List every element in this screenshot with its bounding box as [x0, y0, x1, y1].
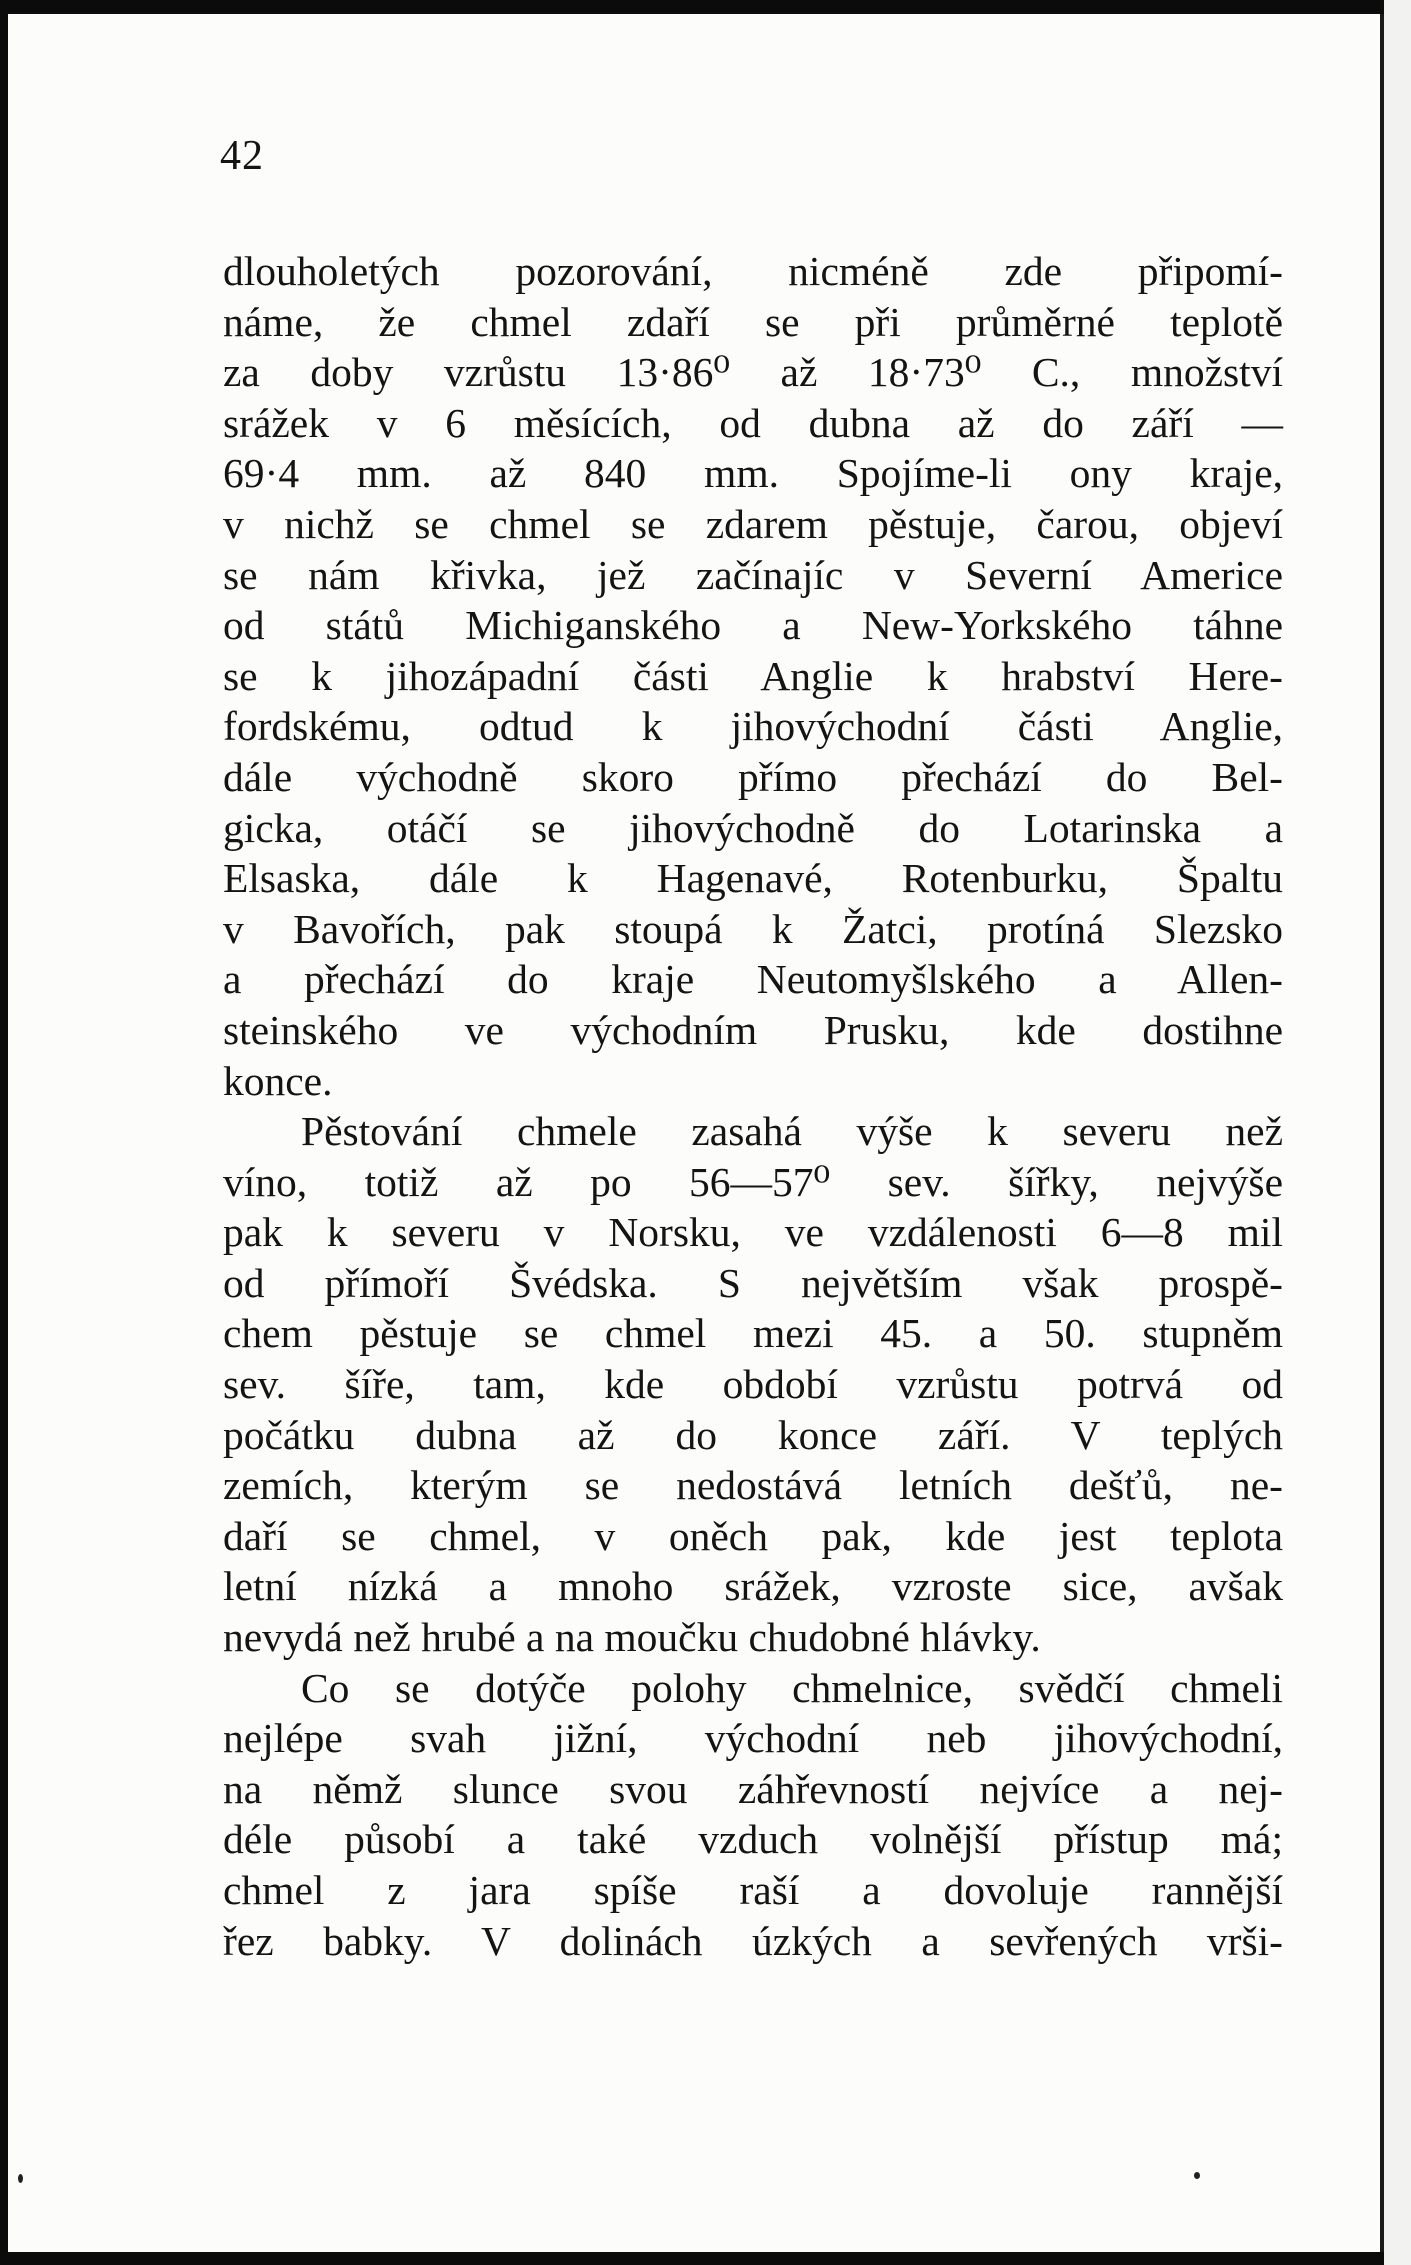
text-line: pak k severu v Norsku, ve vzdálenosti 6—8 mil [223, 1209, 1283, 1256]
text-line: řez babky. V dolinách úzkých a sevřených vrši- [223, 1917, 1283, 1964]
text-line: Elsaska, dále k Hagenavé, Rotenburku, Špaltu [223, 855, 1283, 902]
text-line: steinského ve východním Prusku, kde dostihne [223, 1006, 1283, 1053]
page-edge [1384, 0, 1411, 2265]
text-line: v nichž se chmel se zdarem pěstuje, čarou, objeví [223, 500, 1283, 547]
text-line: dlouholetých pozorování, nicméně zde připomí- [223, 248, 1283, 294]
text-line: srážek v 6 měsících, od dubna až do září — [223, 399, 1283, 446]
page-number: 42 [220, 133, 264, 179]
text-line: v Bavořích, pak stoupá k Žatci, protíná Slezsko [223, 905, 1283, 952]
text-line: zemích, kterým se nedostává letních dešťů, ne- [223, 1462, 1283, 1509]
text-line: déle působí a také vzduch volnější přístup má; [223, 1816, 1283, 1863]
body-text [223, 246, 1283, 1966]
text-line: daří se chmel, v oněch pak, kde jest teplota [223, 1512, 1283, 1559]
ink-speck [18, 2174, 23, 2183]
text-line: od států Michiganského a New-Yorkského táhne [223, 602, 1283, 649]
text-line: konce. [223, 1057, 333, 1104]
text-line: se k jihozápadní části Anglie k hrabství Here- [223, 652, 1283, 699]
text-line: na němž slunce svou záhřevností nejvíce a nej- [223, 1765, 1283, 1812]
text-line: letní nízká a mnoho srážek, vzroste sice, avšak [223, 1563, 1283, 1610]
text-line: nejlépe svah jižní, východní neb jihovýchodní, [223, 1715, 1283, 1762]
text-line: sev. šíře, tam, kde období vzrůstu potrvá od [223, 1361, 1283, 1408]
text-line: Co se dotýče polohy chmelnice, svědčí chmeli [301, 1664, 1283, 1711]
text-line: počátku dubna až do konce září. V teplých [223, 1411, 1283, 1458]
text-line: chem pěstuje se chmel mezi 45. a 50. stupněm [223, 1310, 1283, 1357]
text-line: fordskému, odtud k jihovýchodní části Anglie, [223, 703, 1283, 750]
text-line: chmel z jara spíše raší a dovoluje rannější [223, 1867, 1283, 1913]
text-line: víno, totiž až po 56—57⁰ sev. šířky, nejvýše [223, 1158, 1283, 1205]
text-line: 69·4 mm. až 840 mm. Spojíme-li ony kraje, [223, 450, 1283, 497]
text-line: od přímoří Švédska. S největším však prospě- [223, 1259, 1283, 1306]
ink-speck [1194, 2172, 1200, 2179]
text-line: se nám křivka, jež začínajíc v Severní Americe [223, 551, 1283, 598]
text-line: a přechází do kraje Neutomyšlského a Allen- [223, 956, 1283, 1003]
text-line: za doby vzrůstu 13·86⁰ až 18·73⁰ C., množství [223, 349, 1283, 396]
text-line: nevydá než hrubé a na moučku chudobné hlávky. [223, 1614, 1041, 1661]
book-page [8, 14, 1394, 2252]
text-line: gicka, otáčí se jihovýchodně do Lotarinska a [223, 804, 1283, 851]
text-line: Pěstování chmele zasahá výše k severu než [301, 1108, 1283, 1155]
text-line: dále východně skoro přímo přechází do Bel- [223, 753, 1283, 800]
text-line: náme, že chmel zdaří se při průměrné teplotě [223, 298, 1283, 345]
